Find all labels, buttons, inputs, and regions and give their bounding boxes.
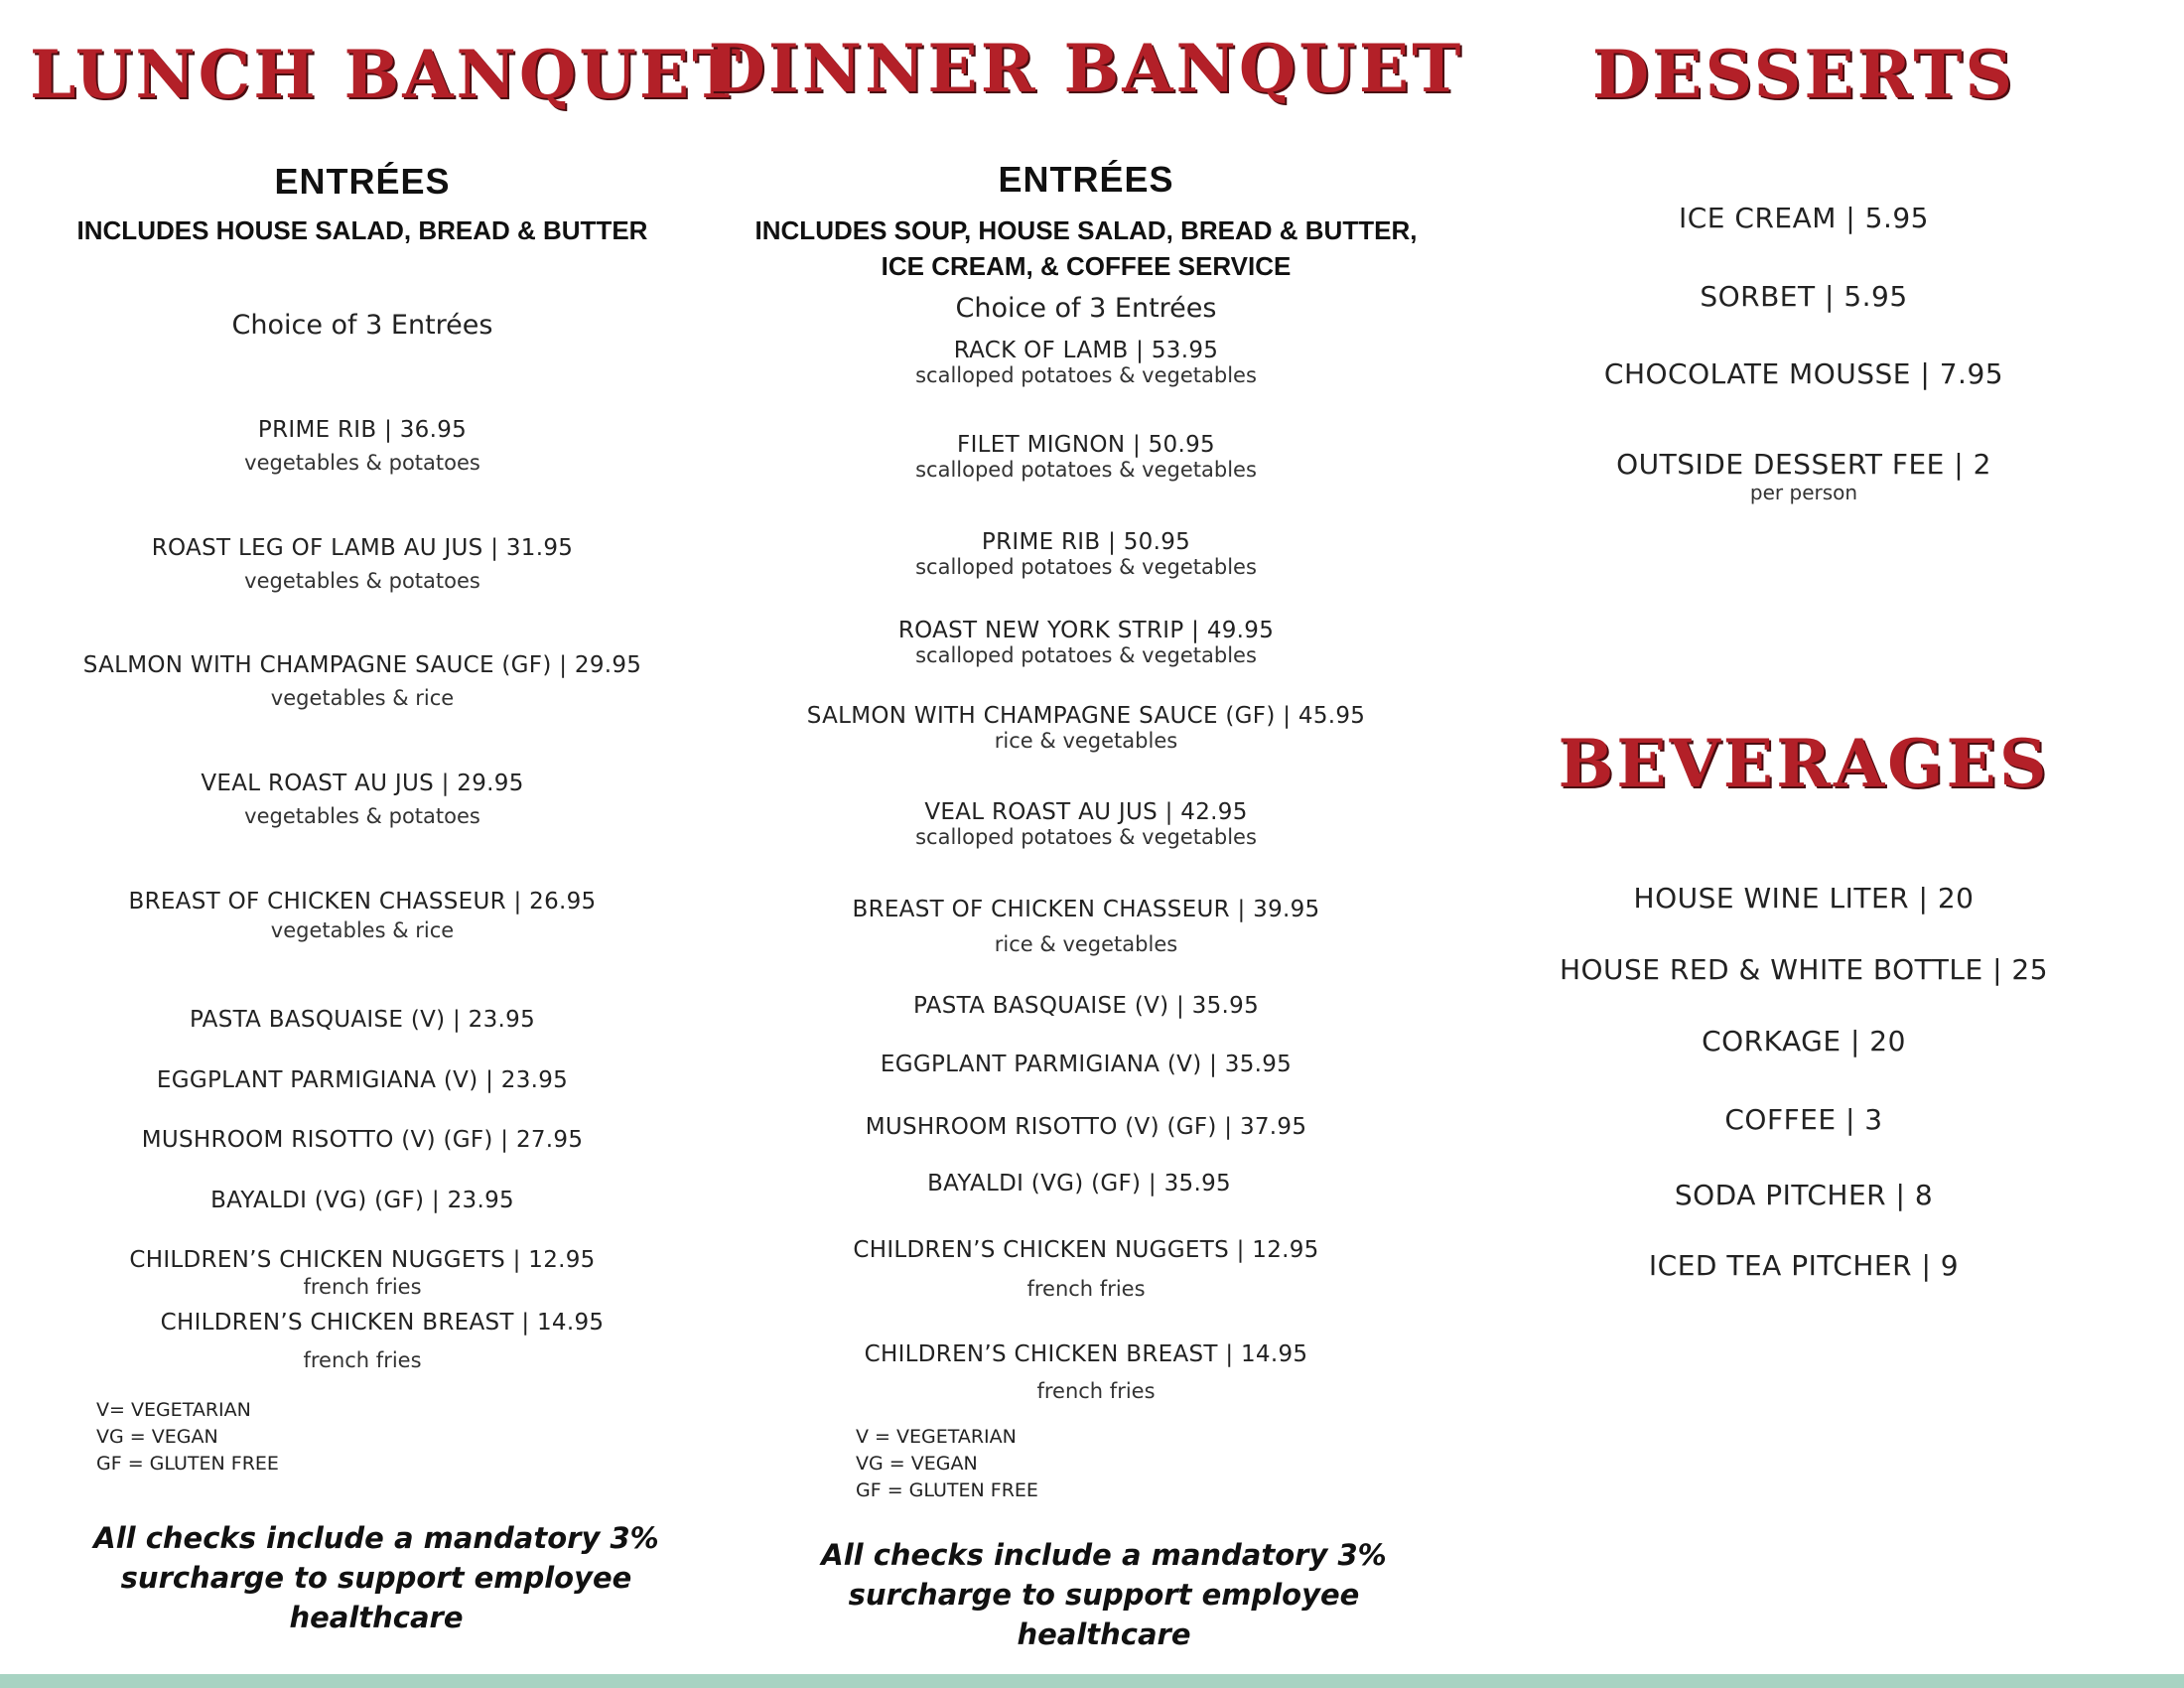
dinner-includes-line: INCLUDES SOUP, HOUSE SALAD, BREAD & BUTTER,	[754, 215, 1418, 245]
dinner-item-name: RACK OF LAMB | 53.95	[953, 338, 1219, 363]
surcharge-line: surcharge to support employee	[848, 1578, 1360, 1612]
dessert-item-name: CHOCOLATE MOUSSE | 7.95	[1603, 357, 2004, 390]
dinner-includes-line: ICE CREAM, & COFFEE SERVICE	[881, 251, 1292, 281]
lunch-item-desc: french fries	[303, 1275, 422, 1299]
beverage-item-name: CORKAGE | 20	[1702, 1025, 1906, 1057]
lunch-item-name: VEAL ROAST AU JUS | 29.95	[201, 771, 524, 796]
dinner-diet-legend	[856, 1424, 1038, 1504]
dinner-item	[590, 703, 1582, 753]
legend-vegan: VG = VEGAN	[856, 1453, 978, 1475]
dinner-item	[590, 799, 1582, 849]
desserts-heading: DESSERTS	[1591, 36, 2016, 113]
lunch-item-name: BREAST OF CHICKEN CHASSEUR | 26.95	[128, 889, 597, 914]
dinner-item	[590, 618, 1582, 667]
beverage-item	[1526, 882, 2082, 914]
dinner-item	[590, 338, 1582, 387]
legend-vegan: VG = VEGAN	[96, 1426, 218, 1448]
beverage-item	[1526, 953, 2082, 986]
beverage-item	[1526, 1179, 2082, 1211]
lunch-item-name: SALMON WITH CHAMPAGNE SAUCE (GF) | 29.95	[82, 652, 642, 678]
dessert-item-name: OUTSIDE DESSERT FEE | 2	[1616, 448, 1991, 481]
dinner-item	[590, 432, 1582, 482]
beverage-item	[1526, 1103, 2082, 1136]
dinner-item-desc: scalloped potatoes & vegetables	[915, 825, 1257, 849]
beverage-item	[1526, 1025, 2082, 1057]
dinner-item-desc: scalloped potatoes & vegetables	[915, 363, 1257, 387]
lunch-entrees-title: ENTRÉES	[274, 161, 451, 202]
dinner-item-name: FILET MIGNON | 50.95	[957, 432, 1215, 458]
surcharge-line: healthcare	[289, 1601, 464, 1634]
dinner-item	[590, 1341, 1582, 1403]
dinner-item-name: BAYALDI (VG) (GF) | 35.95	[927, 1171, 1231, 1196]
dessert-item	[1526, 280, 2082, 313]
lunch-item-desc: vegetables & potatoes	[244, 804, 480, 828]
dinner-includes-note	[590, 212, 1582, 284]
dinner-item	[590, 1052, 1582, 1077]
dinner-item-name: PRIME RIB | 50.95	[981, 529, 1191, 555]
dinner-item-desc: rice & vegetables	[994, 932, 1178, 956]
lunch-item-desc: vegetables & rice	[270, 686, 455, 710]
dinner-item-desc: scalloped potatoes & vegetables	[915, 555, 1257, 579]
dinner-item-name: SALMON WITH CHAMPAGNE SAUCE (GF) | 45.95	[806, 703, 1366, 729]
lunch-includes-note: INCLUDES HOUSE SALAD, BREAD & BUTTER	[76, 215, 648, 245]
dinner-item-name: EGGPLANT PARMIGIANA (V) | 35.95	[880, 1052, 1293, 1077]
lunch-item-desc: vegetables & potatoes	[244, 569, 480, 593]
dessert-item-name: SORBET | 5.95	[1700, 280, 1908, 313]
dessert-item	[1526, 357, 2082, 390]
dinner-item	[590, 1237, 1582, 1301]
dessert-item	[1526, 202, 2082, 234]
dessert-item-name: ICE CREAM | 5.95	[1679, 202, 1929, 234]
dinner-item-name: CHILDREN’S CHICKEN NUGGETS | 12.95	[853, 1237, 1319, 1263]
dinner-item-desc: scalloped potatoes & vegetables	[915, 643, 1257, 667]
surcharge-line: All checks include a mandatory 3%	[821, 1538, 1387, 1572]
dinner-item-name: MUSHROOM RISOTTO (V) (GF) | 37.95	[865, 1114, 1307, 1140]
dinner-item-name: VEAL ROAST AU JUS | 42.95	[924, 799, 1248, 825]
lunch-item-name: PASTA BASQUAISE (V) | 23.95	[189, 1007, 536, 1033]
lunch-item-name: EGGPLANT PARMIGIANA (V) | 23.95	[156, 1067, 569, 1093]
beverage-item-name: ICED TEA PITCHER | 9	[1648, 1249, 1960, 1282]
dinner-entrees-title: ENTRÉES	[998, 159, 1174, 200]
dinner-choice-note: Choice of 3 Entrées	[955, 293, 1217, 324]
dinner-item	[590, 529, 1582, 579]
dinner-item	[576, 1171, 1582, 1196]
lunch-banquet-heading: LUNCH BANQUET	[30, 36, 745, 113]
desserts-beverages-column	[1526, 0, 2082, 1688]
surcharge-line: healthcare	[1017, 1618, 1191, 1651]
dessert-item-desc: per person	[1749, 481, 1858, 504]
lunch-item-name: ROAST LEG OF LAMB AU JUS | 31.95	[151, 535, 574, 561]
beverage-item-name: SODA PITCHER | 8	[1674, 1179, 1934, 1211]
dinner-surcharge-note	[625, 1535, 1582, 1654]
dessert-item	[1526, 448, 2082, 504]
dinner-item-name: ROAST NEW YORK STRIP | 49.95	[897, 618, 1275, 643]
legend-vegetarian: V = VEGETARIAN	[856, 1426, 1017, 1448]
lunch-choice-note: Choice of 3 Entrées	[231, 310, 493, 341]
dinner-item-desc: french fries	[1026, 1277, 1146, 1301]
beverage-item-name: HOUSE RED & WHITE BOTTLE | 25	[1559, 953, 2049, 986]
legend-gluten-free: GF = GLUTEN FREE	[856, 1479, 1038, 1501]
legend-gluten-free: GF = GLUTEN FREE	[96, 1453, 279, 1475]
surcharge-line: All checks include a mandatory 3%	[93, 1521, 659, 1555]
dinner-banquet-heading: DINNER BANQUET	[708, 30, 1464, 107]
lunch-item-name: PRIME RIB | 36.95	[257, 417, 468, 443]
legend-vegetarian: V= VEGETARIAN	[96, 1399, 251, 1421]
dinner-item-desc: rice & vegetables	[994, 729, 1178, 753]
dinner-item-desc: french fries	[1036, 1379, 1156, 1403]
beverage-item-name: COFFEE | 3	[1724, 1103, 1883, 1136]
beverage-item-name: HOUSE WINE LITER | 20	[1633, 882, 1975, 914]
footer-bar	[0, 1674, 2184, 1688]
dinner-item	[590, 1114, 1582, 1140]
lunch-diet-legend	[96, 1397, 279, 1477]
lunch-item-desc: vegetables & rice	[270, 918, 455, 942]
beverage-item	[1526, 1249, 2082, 1282]
dinner-banquet-column	[590, 0, 1582, 1688]
lunch-item-desc: vegetables & potatoes	[244, 451, 480, 475]
lunch-item-desc: french fries	[303, 1348, 422, 1372]
lunch-item-name: CHILDREN’S CHICKEN NUGGETS | 12.95	[129, 1247, 596, 1273]
lunch-item-name: MUSHROOM RISOTTO (V) (GF) | 27.95	[141, 1127, 584, 1153]
dinner-item-name: PASTA BASQUAISE (V) | 35.95	[912, 993, 1260, 1019]
dinner-item-name: BREAST OF CHICKEN CHASSEUR | 39.95	[852, 897, 1320, 922]
lunch-item-name: CHILDREN’S CHICKEN BREAST | 14.95	[160, 1310, 605, 1336]
lunch-item-name: BAYALDI (VG) (GF) | 23.95	[210, 1188, 514, 1213]
beverages-heading: BEVERAGES	[1558, 725, 2050, 802]
surcharge-line: surcharge to support employee	[120, 1561, 632, 1595]
dinner-item-desc: scalloped potatoes & vegetables	[915, 458, 1257, 482]
dinner-item	[590, 993, 1582, 1019]
dinner-item	[590, 897, 1582, 956]
dinner-item-name: CHILDREN’S CHICKEN BREAST | 14.95	[864, 1341, 1308, 1367]
